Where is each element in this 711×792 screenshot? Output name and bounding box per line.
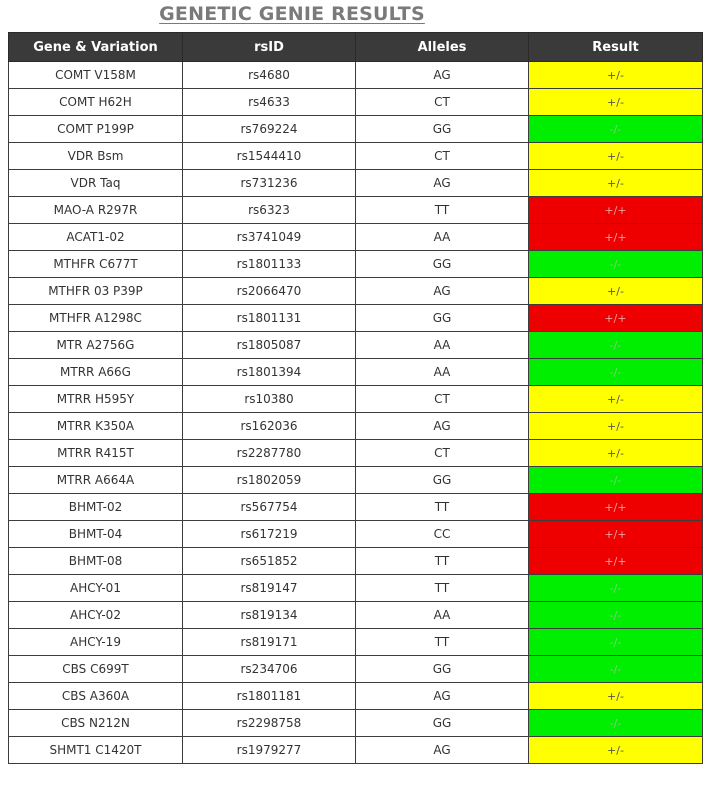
- gene-cell: MTR A2756G: [9, 332, 183, 359]
- alleles-cell: AG: [356, 278, 529, 305]
- result-cell: +/+: [529, 305, 703, 332]
- alleles-cell: CC: [356, 521, 529, 548]
- table-row: [9, 386, 703, 413]
- gene-cell: MTHFR A1298C: [9, 305, 183, 332]
- result-cell: -/-: [529, 359, 703, 386]
- header-row: [9, 33, 703, 62]
- gene-cell: MTRR R415T: [9, 440, 183, 467]
- result-cell: +/-: [529, 170, 703, 197]
- rsid-cell: rs4633: [183, 89, 356, 116]
- result-cell: -/-: [529, 116, 703, 143]
- table-row: [9, 710, 703, 737]
- alleles-cell: CT: [356, 386, 529, 413]
- rsid-cell: rs731236: [183, 170, 356, 197]
- rsid-cell: rs819147: [183, 575, 356, 602]
- gene-cell: ACAT1-02: [9, 224, 183, 251]
- alleles-cell: GG: [356, 710, 529, 737]
- rsid-cell: rs1544410: [183, 143, 356, 170]
- table-row: [9, 170, 703, 197]
- column-header-alleles: Alleles: [356, 33, 529, 62]
- table-row: [9, 737, 703, 764]
- rsid-cell: rs819134: [183, 602, 356, 629]
- table-row: [9, 548, 703, 575]
- alleles-cell: AA: [356, 359, 529, 386]
- gene-cell: BHMT-04: [9, 521, 183, 548]
- alleles-cell: AG: [356, 413, 529, 440]
- rsid-cell: rs2287780: [183, 440, 356, 467]
- gene-cell: AHCY-02: [9, 602, 183, 629]
- result-cell: +/-: [529, 440, 703, 467]
- rsid-cell: rs1801181: [183, 683, 356, 710]
- table-row: [9, 143, 703, 170]
- gene-cell: COMT V158M: [9, 62, 183, 89]
- gene-cell: MTRR A664A: [9, 467, 183, 494]
- result-cell: -/-: [529, 575, 703, 602]
- rsid-cell: rs819171: [183, 629, 356, 656]
- result-cell: +/-: [529, 413, 703, 440]
- gene-cell: BHMT-02: [9, 494, 183, 521]
- result-cell: +/-: [529, 278, 703, 305]
- alleles-cell: GG: [356, 656, 529, 683]
- gene-cell: MTRR H595Y: [9, 386, 183, 413]
- alleles-cell: CT: [356, 89, 529, 116]
- result-cell: +/-: [529, 737, 703, 764]
- alleles-cell: AG: [356, 737, 529, 764]
- alleles-cell: GG: [356, 116, 529, 143]
- alleles-cell: AA: [356, 224, 529, 251]
- result-cell: -/-: [529, 251, 703, 278]
- gene-cell: CBS N212N: [9, 710, 183, 737]
- rsid-cell: rs1801131: [183, 305, 356, 332]
- table-row: [9, 683, 703, 710]
- table-row: [9, 602, 703, 629]
- alleles-cell: GG: [356, 251, 529, 278]
- result-cell: -/-: [529, 629, 703, 656]
- rsid-cell: rs1801394: [183, 359, 356, 386]
- table-row: [9, 62, 703, 89]
- column-header-result: Result: [529, 33, 703, 62]
- gene-cell: BHMT-08: [9, 548, 183, 575]
- rsid-cell: rs10380: [183, 386, 356, 413]
- table-row: [9, 89, 703, 116]
- rsid-cell: rs4680: [183, 62, 356, 89]
- result-cell: -/-: [529, 467, 703, 494]
- alleles-cell: TT: [356, 575, 529, 602]
- rsid-cell: rs1979277: [183, 737, 356, 764]
- alleles-cell: AA: [356, 332, 529, 359]
- table-row: [9, 467, 703, 494]
- result-cell: +/+: [529, 224, 703, 251]
- rsid-cell: rs3741049: [183, 224, 356, 251]
- result-cell: +/-: [529, 89, 703, 116]
- result-cell: +/+: [529, 521, 703, 548]
- table-header: [9, 33, 703, 62]
- rsid-cell: rs769224: [183, 116, 356, 143]
- result-cell: -/-: [529, 602, 703, 629]
- alleles-cell: GG: [356, 305, 529, 332]
- table-row: [9, 575, 703, 602]
- gene-cell: MTHFR 03 P39P: [9, 278, 183, 305]
- table-row: [9, 278, 703, 305]
- rsid-cell: rs1801133: [183, 251, 356, 278]
- gene-cell: CBS C699T: [9, 656, 183, 683]
- table-row: [9, 656, 703, 683]
- rsid-cell: rs617219: [183, 521, 356, 548]
- rsid-cell: rs234706: [183, 656, 356, 683]
- table-row: [9, 305, 703, 332]
- gene-cell: AHCY-01: [9, 575, 183, 602]
- column-header-gene: Gene & Variation: [9, 33, 183, 62]
- alleles-cell: AG: [356, 170, 529, 197]
- result-cell: +/+: [529, 494, 703, 521]
- gene-cell: SHMT1 C1420T: [9, 737, 183, 764]
- result-cell: +/-: [529, 386, 703, 413]
- result-cell: +/-: [529, 143, 703, 170]
- result-cell: -/-: [529, 332, 703, 359]
- alleles-cell: AA: [356, 602, 529, 629]
- rsid-cell: rs1802059: [183, 467, 356, 494]
- gene-cell: MTHFR C677T: [9, 251, 183, 278]
- table-body: [9, 62, 703, 764]
- gene-cell: VDR Taq: [9, 170, 183, 197]
- gene-cell: CBS A360A: [9, 683, 183, 710]
- table-row: [9, 224, 703, 251]
- alleles-cell: AG: [356, 62, 529, 89]
- table-row: [9, 521, 703, 548]
- alleles-cell: TT: [356, 197, 529, 224]
- rsid-cell: rs651852: [183, 548, 356, 575]
- table-row: [9, 629, 703, 656]
- result-cell: -/-: [529, 656, 703, 683]
- alleles-cell: AG: [356, 683, 529, 710]
- column-header-rsid: rsID: [183, 33, 356, 62]
- rsid-cell: rs567754: [183, 494, 356, 521]
- result-cell: +/-: [529, 683, 703, 710]
- table-row: [9, 359, 703, 386]
- result-cell: -/-: [529, 710, 703, 737]
- page-title: GENETIC GENIE RESULTS: [159, 3, 425, 25]
- rsid-cell: rs2066470: [183, 278, 356, 305]
- rsid-cell: rs2298758: [183, 710, 356, 737]
- gene-cell: AHCY-19: [9, 629, 183, 656]
- alleles-cell: TT: [356, 494, 529, 521]
- rsid-cell: rs162036: [183, 413, 356, 440]
- rsid-cell: rs1805087: [183, 332, 356, 359]
- alleles-cell: TT: [356, 548, 529, 575]
- table-row: [9, 332, 703, 359]
- gene-cell: VDR Bsm: [9, 143, 183, 170]
- results-table: [8, 32, 703, 764]
- result-cell: +/-: [529, 62, 703, 89]
- alleles-cell: CT: [356, 440, 529, 467]
- alleles-cell: TT: [356, 629, 529, 656]
- table-row: [9, 197, 703, 224]
- result-cell: +/+: [529, 197, 703, 224]
- table-row: [9, 440, 703, 467]
- gene-cell: COMT P199P: [9, 116, 183, 143]
- result-cell: +/+: [529, 548, 703, 575]
- table-row: [9, 251, 703, 278]
- table-row: [9, 413, 703, 440]
- gene-cell: MTRR A66G: [9, 359, 183, 386]
- table-row: [9, 494, 703, 521]
- gene-cell: MAO-A R297R: [9, 197, 183, 224]
- gene-cell: COMT H62H: [9, 89, 183, 116]
- alleles-cell: GG: [356, 467, 529, 494]
- table-row: [9, 116, 703, 143]
- rsid-cell: rs6323: [183, 197, 356, 224]
- gene-cell: MTRR K350A: [9, 413, 183, 440]
- alleles-cell: CT: [356, 143, 529, 170]
